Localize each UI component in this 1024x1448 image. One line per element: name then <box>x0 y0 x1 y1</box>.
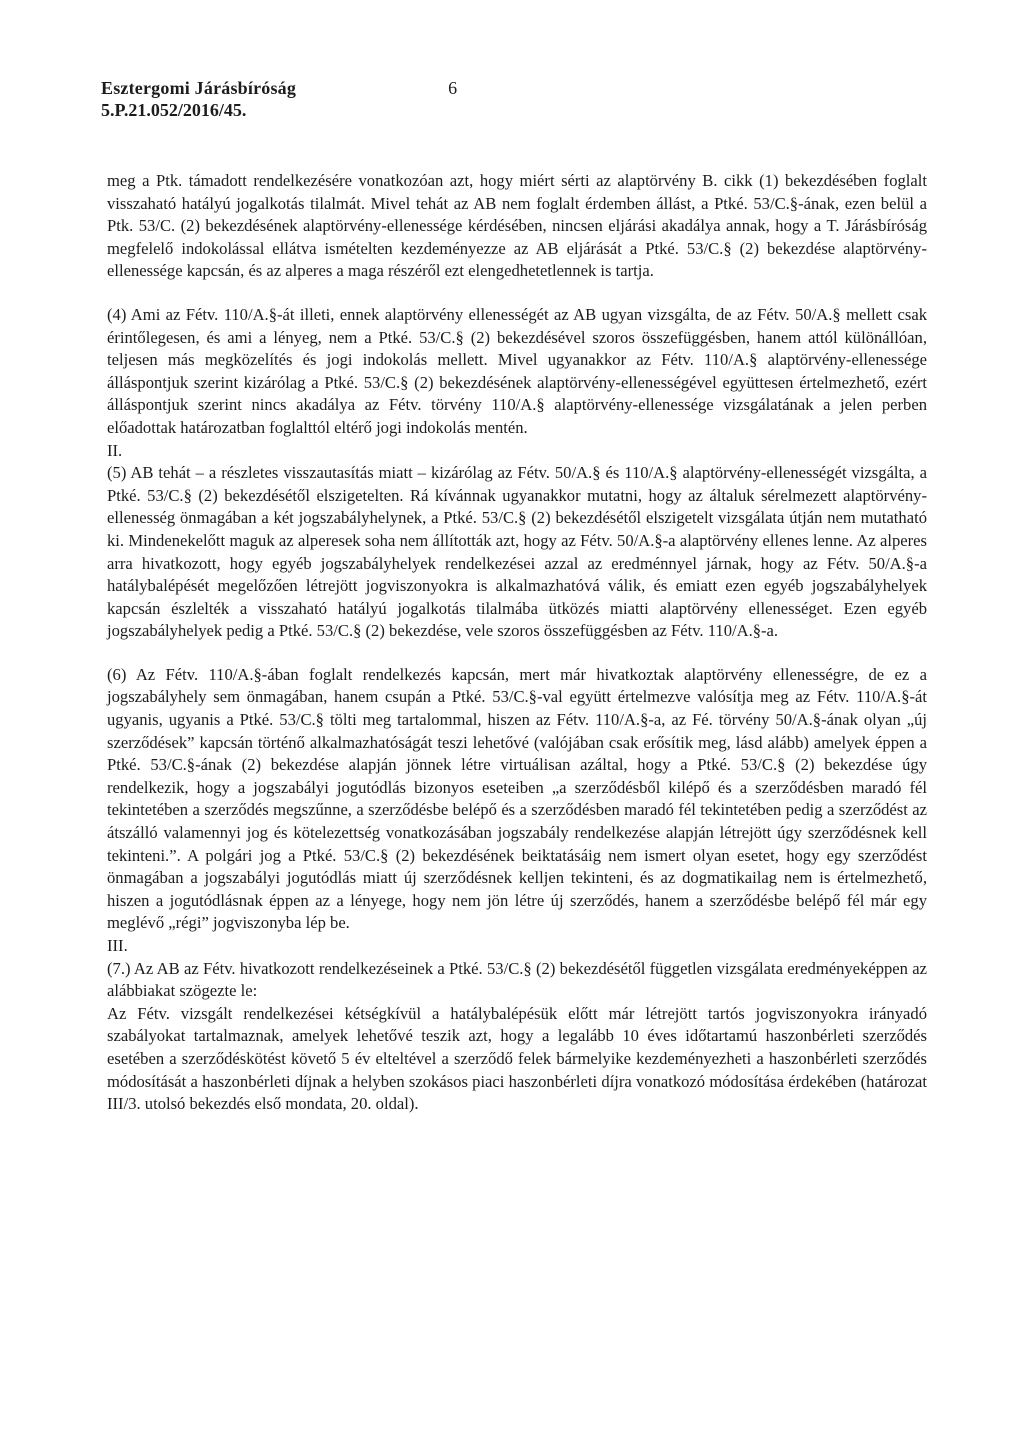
paragraph-continuation: meg a Ptk. támadott rendelkezésére vonatkozóan azt, hogy miért sérti az alaptörvény B. cikk (1) bekezdésében foglalt visszaható hatályú jogalkotás tilalmát. Mivel tehát az AB nem foglalt érdemben állást, a Ptké. 53/C.§-ának, ezen belül a Ptk. 53/C. (2) bekezdésének alaptörvény-ellenessége kérdésében, nincsen eljárási akadálya annak, hogy a T. Járásbíróság megfelelő indokolással ellátva ismételten kezdeményezze az AB eljárását a Ptké. 53/C.§ (2) bekezdése alaptörvény-ellenessége kapcsán, és az alperes a maga részéről ezt elengedhetetlennek is tartja. <box>107 171 927 281</box>
header-line <box>101 78 641 99</box>
paragraph-5: (5) AB tehát – a részletes visszautasítás miatt – kizárólag az Fétv. 50/A.§ és 110/A.§ alaptörvény-ellenességét vizsgálta, a Ptké. 53/C.§ (2) bekezdésétől elszigetelten. Rá kívánnak ugyanakkor mutatni, hogy az általuk sérelmezett alaptörvény-ellenesség önmagában a két jogszabályhelynek, a Ptké. 53/C.§ (2) bekezdésétől elszigetelt vizsgálata útján nem mutatható ki. Mindenekelőtt maguk az alperesek soha nem állították azt, hogy az Fétv. 50/A.§-a alaptörvény ellenes lenne. Az alperes arra hivatkozott, hogy egyéb jogszabályhelyek rendelkezései azzal az eredménnyel járnak, hogy az Fétv. 50/A.§-a hatálybalépését megelőzően létrejött jogviszonyokra is alkalmazhatóvá válik, és emiatt ezen egyéb jogszabályhelyek kapcsán észlelték a visszaható hatályú jogalkotás tilalmába ütközés miatti alaptörvény ellenességet. Ezen egyéb jogszabályhelyek pedig a Ptké. 53/C.§ (2) bekezdése, vele szoros összefüggésben az Fétv. 110/A.§-a. <box>107 463 927 641</box>
case-number: 5.P.21.052/2016/45. <box>101 100 247 120</box>
paragraph-7-quote: Az Fétv. vizsgált rendelkezései kétségkívül a hatálybalépésük előtt már létrejött tartós jogviszonyokra irányadó szabályokat tartalmaznak, amelyek lehetővé teszik azt, hogy a legalább 10 éves időtartamú haszonbérleti szerződés esetében a szerződéskötést követő 5 év elteltével a szerződő felek bármelyike kezdeményezheti a haszonbérleti szerződés módosítását a haszonbérleti díjnak a helyben szokásos piaci haszonbérleti díjra vonatkozó módosítása érdekében (határozat III/3. utolsó bekezdés első mondata, 20. oldal). <box>107 1003 927 1114</box>
section-heading-ii: II. <box>107 440 123 460</box>
page-number: 6 <box>448 78 458 98</box>
document-body <box>107 170 927 1116</box>
section-heading-iii: III. <box>107 936 128 955</box>
document-header <box>101 78 641 121</box>
paragraph-6: (6) Az Fétv. 110/A.§-ában foglalt rendelkezés kapcsán, mert már hivatkoztak alaptörvény ellenességre, de ez a jogszabályhely sem önmagában, hanem csupán a Ptké. 53/C.§-val együtt értelmezve valósítja meg az Fétv. 110/A.§-át ugyanis, ugyanis a Ptké. 53/C.§ tölti meg tartalommal, hiszen az Fétv. 110/A.§-a, az Fé. törvény 50/A.§-ának olyan „új szerződések” kapcsán történő alkalmazhatóságát teszi lehetővé (valójában csak erősítik meg, lásd alább) amelyek éppen a Ptké. 53/C.§-ának (2) bekezdése alapján jönnek létre virtuálisan azáltal, hogy a Ptké. 53/C.§ (2) bekezdése úgy rendelkezik, hogy a jogszabályi jogutódlás bizonyos eseteiben „a szerződésből kilépő és a szerződésben maradó fél tekintetében a szerződés megszűnne, a szerződésbe belépő és a szerződésben maradó fél tekintetében pedig a szerződést az átszálló valamennyi jog és kötelezettség vonatkozásában jogszabály rendelkezése alapján létrejött úgy szerződésnek kell tekinteni.”. A polgári jog a Ptké. 53/C.§ (2) bekezdésének beiktatásáig nem ismert olyan esetet, hogy egy szerződést önmagában a jogszabályi jogutódlás miatt új szerződésnek kelljen tekinteni, és az dogmatikailag nem is értelmezhető, hiszen a jogutódlásnak éppen az a lényege, hogy nem jön létre új szerződés, hanem a szerződésbe belépő fél már egy meglévő „régi” jogviszonyba lép be. <box>107 664 927 933</box>
paragraph-7: (7.) Az AB az Fétv. hivatkozott rendelkezéseinek a Ptké. 53/C.§ (2) bekezdésétől független vizsgálata eredményeképpen az alábbiakat szögezte le: <box>107 958 927 1001</box>
paragraph-4: (4) Ami az Fétv. 110/A.§-át illeti, ennek alaptörvény ellenességét az AB ugyan vizsgálta, de az Fétv. 50/A.§ mellett csak érintőlegesen, és ami a lényeg, nem a Ptké. 53/C.§ (2) bekezdésével szoros összefüggésben, hanem attól különállóan, teljesen más megközelítés és jogi indokolás mellett. Mivel ugyanakkor az Fétv. 110/A.§ alaptörvény-ellenessége álláspontjuk szerint kizárólag a Ptké. 53/C.§ (2) bekezdésének alaptörvény-ellenességével együttesen értelmezhető, ezért álláspontjuk szerint nincs akadálya az Fétv. törvény 110/A.§ alaptörvény-ellenessége vizsgálatának a jelen perben előadottak határozatban foglalttól eltérő jogi indokolás mentén. <box>107 304 927 437</box>
court-name: Esztergomi Járásbíróság <box>101 78 297 98</box>
